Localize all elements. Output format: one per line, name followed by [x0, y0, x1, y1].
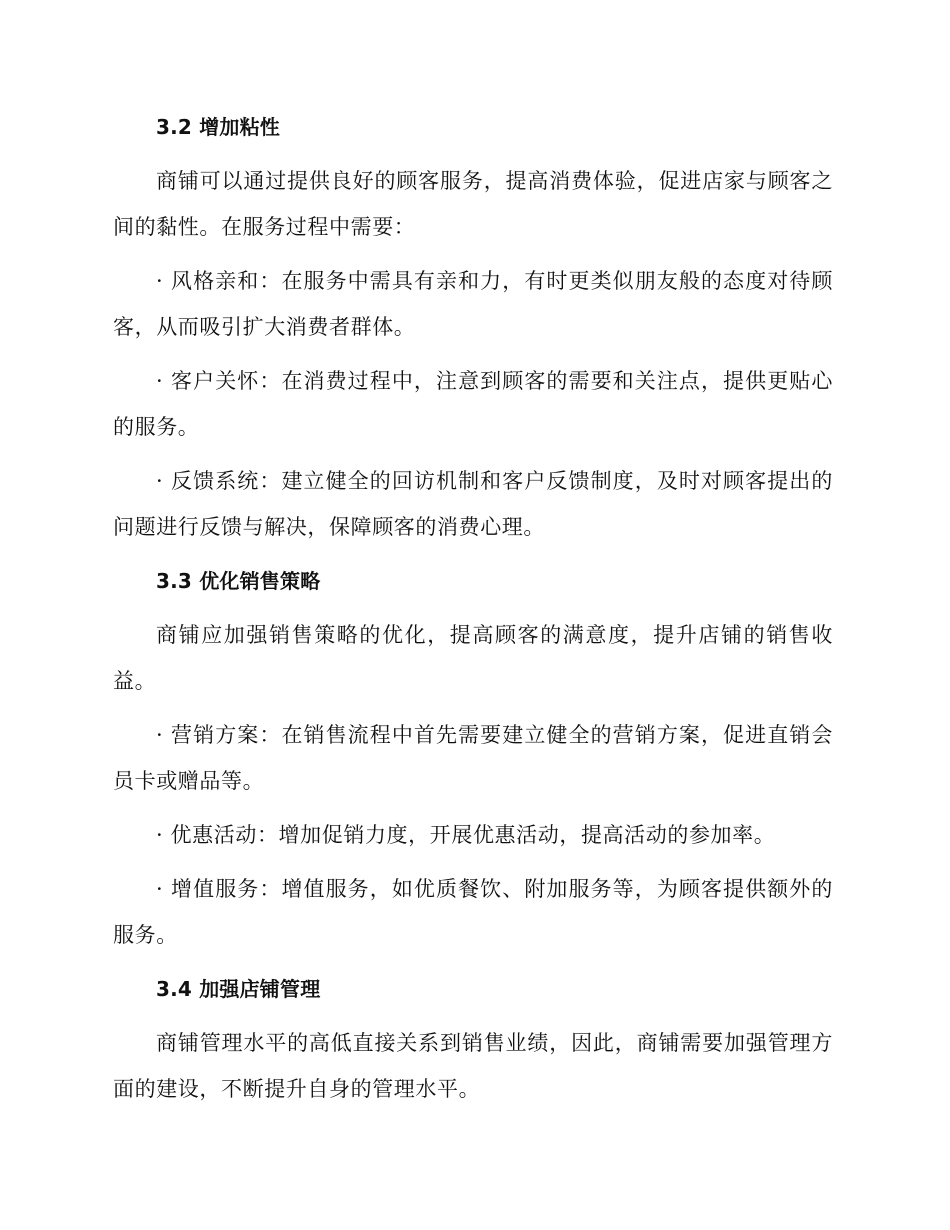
paragraph-3-2-intro: 商铺可以通过提供良好的顾客服务，提高消费体验，促进店家与顾客之间的黏性。在服务过程中需要： — [113, 169, 833, 239]
bullet-value-added-services: · 增值服务：增值服务，如优质餐饮、附加服务等，为顾客提供额外的服务。 — [113, 877, 833, 947]
bullet-style-affinity: · 风格亲和：在服务中需具有亲和力，有时更类似朋友般的态度对待顾客，从而吸引扩大消费者群体。 — [113, 269, 833, 339]
bullet-marketing-plan: · 营销方案：在销售流程中首先需要建立健全的营销方案，促进直销会员卡或赠品等。 — [113, 723, 833, 793]
bullet-promotions: · 优惠活动：增加促销力度，开展优惠活动，提高活动的参加率。 — [156, 823, 776, 847]
bullet-customer-care: · 客户关怀：在消费过程中，注意到顾客的需要和关注点，提供更贴心的服务。 — [113, 369, 833, 439]
section-heading-3-2: 3.2 增加粘性 — [156, 115, 280, 139]
section-heading-3-4: 3.4 加强店铺管理 — [156, 977, 321, 1001]
section-heading-3-3: 3.3 优化销售策略 — [156, 569, 321, 593]
bullet-feedback-system: · 反馈系统：建立健全的回访机制和客户反馈制度，及时对顾客提出的问题进行反馈与解决，保障顾客的消费心理。 — [113, 469, 833, 539]
paragraph-3-4-intro: 商铺管理水平的高低直接关系到销售业绩，因此，商铺需要加强管理方面的建设，不断提升自身的管理水平。 — [113, 1031, 833, 1101]
paragraph-3-3-intro: 商铺应加强销售策略的优化，提高顾客的满意度，提升店铺的销售收益。 — [113, 623, 833, 693]
document-page — [113, 104, 833, 1120]
